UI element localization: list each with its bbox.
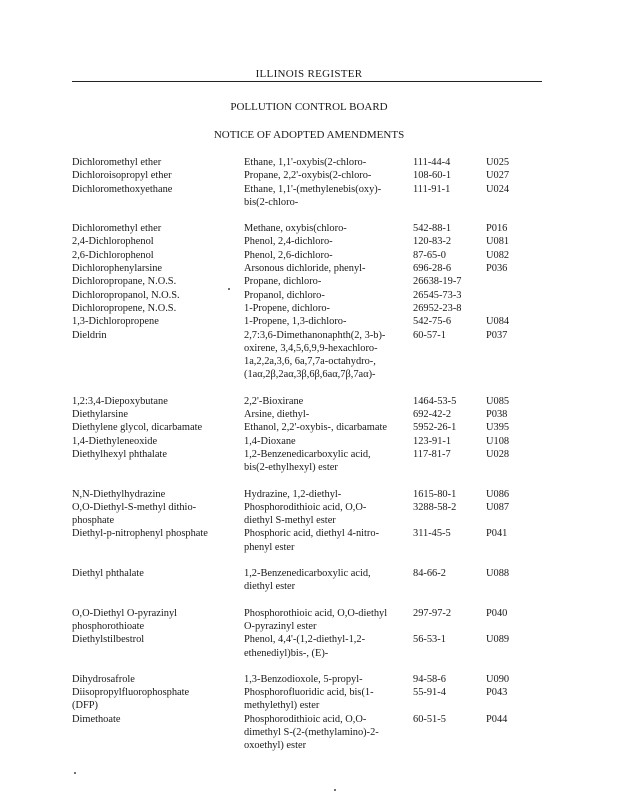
waste-code: U024 <box>486 183 510 195</box>
waste-code: U028 <box>486 448 510 460</box>
cas-number: 542-88-1 <box>413 223 452 235</box>
waste-code: U395 <box>486 422 510 434</box>
chemical-name: Dichlorophenylarsine <box>72 263 163 275</box>
waste-code: U087 <box>486 501 510 513</box>
table-row <box>72 302 552 315</box>
waste-code: P038 <box>486 409 508 421</box>
table-row <box>72 501 552 528</box>
cas-number: 3288-58-2 <box>413 501 457 513</box>
chemical-synonym: Phosphoric acid, diethyl 4-nitro- phenyl ester <box>244 528 380 553</box>
chemical-name: Dichloroisopropyl ether <box>72 170 172 182</box>
cas-number: 84-66-2 <box>413 568 446 580</box>
table-row <box>72 395 552 408</box>
chemical-synonym: Phenol, 2,4-dichloro- <box>244 236 333 248</box>
cas-number: 696-28-6 <box>413 263 452 275</box>
cas-number: 87-65-0 <box>413 249 446 261</box>
chemical-name: Diisopropylfluorophosphate (DFP) <box>72 687 190 712</box>
chemical-synonym: Ethanol, 2,2'-oxybis-, dicarbamate <box>244 422 387 434</box>
cas-number: 111-91-1 <box>413 183 451 195</box>
hazardous-constituents-table <box>72 156 552 753</box>
table-row <box>72 673 552 686</box>
table-row <box>72 289 552 302</box>
cas-number: 297-97-2 <box>413 607 452 619</box>
scan-speck <box>74 772 76 774</box>
table-row <box>72 408 552 421</box>
cas-number: 55-91-4 <box>413 687 446 699</box>
cas-number: 60-57-1 <box>413 329 446 341</box>
scan-speck <box>334 789 336 791</box>
chemical-name: Dichloropropanol, N.O.S. <box>72 289 180 301</box>
cas-number: 120-83-2 <box>413 236 452 248</box>
chemical-name: Diethylarsine <box>72 409 128 421</box>
chemical-synonym: 1,3-Benzodioxole, 5-propyl- <box>244 673 363 685</box>
waste-code: U081 <box>486 236 510 248</box>
cas-number: 94-58-6 <box>413 673 446 685</box>
cas-number: 542-75-6 <box>413 316 452 328</box>
waste-code: P016 <box>486 223 508 235</box>
chemical-name: 1,4-Diethyleneoxide <box>72 435 158 447</box>
cas-number: 26952-23-8 <box>413 302 462 314</box>
chemical-name: Dichloromethyl ether <box>72 223 162 235</box>
table-row <box>72 315 552 328</box>
chemical-synonym: 2,2'-Bioxirane <box>244 395 304 407</box>
board-title: POLLUTION CONTROL BOARD <box>230 101 388 113</box>
table-row <box>72 156 552 169</box>
cas-number: 111-44-4 <box>413 157 451 168</box>
chemical-synonym: Phenol, 4,4'-(1,2-diethyl-1,2- ethenediyl)bis-, (E)- <box>244 634 366 659</box>
table-row <box>72 633 552 660</box>
chemical-name: 1,2:3,4-Diepoxybutane <box>72 395 168 407</box>
cas-number: 26545-73-3 <box>413 289 462 301</box>
waste-code: U088 <box>486 568 510 580</box>
chemical-name: Diethylstilbestrol <box>72 634 145 646</box>
waste-code: P037 <box>486 329 508 341</box>
waste-code: U086 <box>486 488 510 500</box>
chemical-synonym: Propane, dichloro- <box>244 276 322 288</box>
table-row <box>72 183 552 210</box>
chemical-synonym: Phosphorodithioic acid, O,O- diethyl S-methyl ester <box>244 501 367 527</box>
chemical-name: Dichloropropene, N.O.S. <box>72 302 177 314</box>
waste-code: P044 <box>486 713 508 725</box>
waste-code: P040 <box>486 607 508 619</box>
waste-code: U090 <box>486 673 510 685</box>
chemical-synonym: Phosphorodithioic acid, O,O- dimethyl S-(2-(methylamino)-2- oxoethyl) ester <box>244 713 379 752</box>
chemical-synonym: Hydrazine, 1,2-diethyl- <box>244 488 342 500</box>
chemical-name: Dieldrin <box>72 329 107 341</box>
cas-number: 56-53-1 <box>413 634 446 646</box>
cas-number: 26638-19-7 <box>413 276 462 288</box>
table-row <box>72 275 552 288</box>
cas-number: 311-45-5 <box>413 528 451 540</box>
header-rule <box>72 81 542 82</box>
chemical-synonym: Phosphorothioic acid, O,O-diethyl O-pyrazinyl ester <box>244 607 388 632</box>
table-row <box>72 488 552 501</box>
chemical-synonym: Arsonous dichloride, phenyl- <box>244 263 366 275</box>
table-row <box>72 527 552 554</box>
cas-number: 108-60-1 <box>413 170 452 182</box>
chemical-synonym: Propanol, dichloro- <box>244 289 325 301</box>
chemical-synonym: 1,2-Benzenedicarboxylic acid, diethyl ester <box>244 568 371 593</box>
chemical-synonym: Ethane, 1,1'-oxybis(2-chloro- <box>244 157 367 168</box>
chemical-name: Dichloromethyl ether <box>72 157 162 168</box>
table-row <box>72 222 552 235</box>
chemical-synonym: Phosphorofluoridic acid, bis(1- methylethyl) ester <box>244 687 374 712</box>
waste-code: P036 <box>486 263 508 275</box>
chemical-name: Dichloromethoxyethane <box>72 183 173 195</box>
waste-code: U027 <box>486 170 510 182</box>
waste-code <box>486 289 526 302</box>
waste-code: U025 <box>486 157 510 168</box>
table-row <box>72 249 552 262</box>
waste-code: U089 <box>486 634 510 646</box>
chemical-name: Diethyl-p-nitrophenyl phosphate <box>72 528 208 540</box>
waste-code: U082 <box>486 249 510 261</box>
chemical-name: O,O-Diethyl-S-methyl dithio- phosphate <box>72 501 197 527</box>
notice-title: NOTICE OF ADOPTED AMENDMENTS <box>213 129 405 141</box>
chemical-name: Diethylhexyl phthalate <box>72 448 167 460</box>
chemical-synonym: Propane, 2,2'-oxybis(2-chloro- <box>244 170 372 182</box>
chemical-name: Dimethoate <box>72 713 121 725</box>
table-row <box>72 607 552 634</box>
waste-code: P041 <box>486 528 508 540</box>
table-row <box>72 448 552 475</box>
waste-code <box>486 302 526 315</box>
scan-speck <box>228 288 230 290</box>
waste-code: U085 <box>486 395 510 407</box>
chemical-name: Diethylene glycol, dicarbamate <box>72 422 203 434</box>
table-row <box>72 262 552 275</box>
waste-code <box>486 275 526 288</box>
table-row <box>72 713 552 753</box>
table-row <box>72 567 552 594</box>
chemical-synonym: Phenol, 2,6-dichloro- <box>244 249 333 261</box>
cas-number: 1464-53-5 <box>413 395 457 407</box>
chemical-synonym: Arsine, diethyl- <box>244 409 310 421</box>
table-row <box>72 421 552 434</box>
chemical-synonym: Methane, oxybis(chloro- <box>244 223 347 235</box>
chemical-synonym: 1,2-Benzenedicarboxylic acid, bis(2-ethylhexyl) ester <box>244 448 371 474</box>
waste-code: U084 <box>486 316 510 328</box>
waste-code: P043 <box>486 687 508 699</box>
chemical-name: Diethyl phthalate <box>72 568 144 580</box>
chemical-synonym: Ethane, 1,1'-(methylenebis(oxy)- bis(2-chloro- <box>244 183 382 208</box>
table-row <box>72 169 552 182</box>
table-row <box>72 329 552 382</box>
chemical-synonym: 1,4-Dioxane <box>244 435 296 447</box>
cas-number: 123-91-1 <box>413 435 452 447</box>
cas-number: 5952-26-1 <box>413 422 457 434</box>
chemical-name: 2,4-Dichlorophenol <box>72 236 154 248</box>
chemical-synonym: 1-Propene, dichloro- <box>244 302 330 314</box>
chemical-name: O,O-Diethyl O-pyrazinyl phosphorothioate <box>72 607 178 632</box>
table-row <box>72 435 552 448</box>
register-title: ILLINOIS REGISTER <box>255 68 363 80</box>
table-row <box>72 686 552 713</box>
cas-number: 60-51-5 <box>413 713 446 725</box>
chemical-name: Dihydrosafrole <box>72 673 135 685</box>
chemical-synonym: 2,7:3,6-Dimethanonaphth(2, 3-b)- oxirene, 3,4,5,6,9,9-hexachloro- 1a,2,2a,3,6, 6a,7,7a-octahydro-, (1aα,2β,2aα,3β,6β,6aα,7β,7aα)- <box>244 329 386 381</box>
chemical-name: N,N-Diethylhydrazine <box>72 488 166 500</box>
cas-number: 692-42-2 <box>413 409 452 421</box>
chemical-synonym: 1-Propene, 1,3-dichloro- <box>244 316 347 328</box>
chemical-name: 2,6-Dichlorophenol <box>72 249 154 261</box>
chemical-name: 1,3-Dichloropropene <box>72 316 159 328</box>
table-row <box>72 235 552 248</box>
chemical-name: Dichloropropane, N.O.S. <box>72 276 177 288</box>
waste-code: U108 <box>486 435 510 447</box>
cas-number: 117-81-7 <box>413 448 451 460</box>
cas-number: 1615-80-1 <box>413 488 457 500</box>
